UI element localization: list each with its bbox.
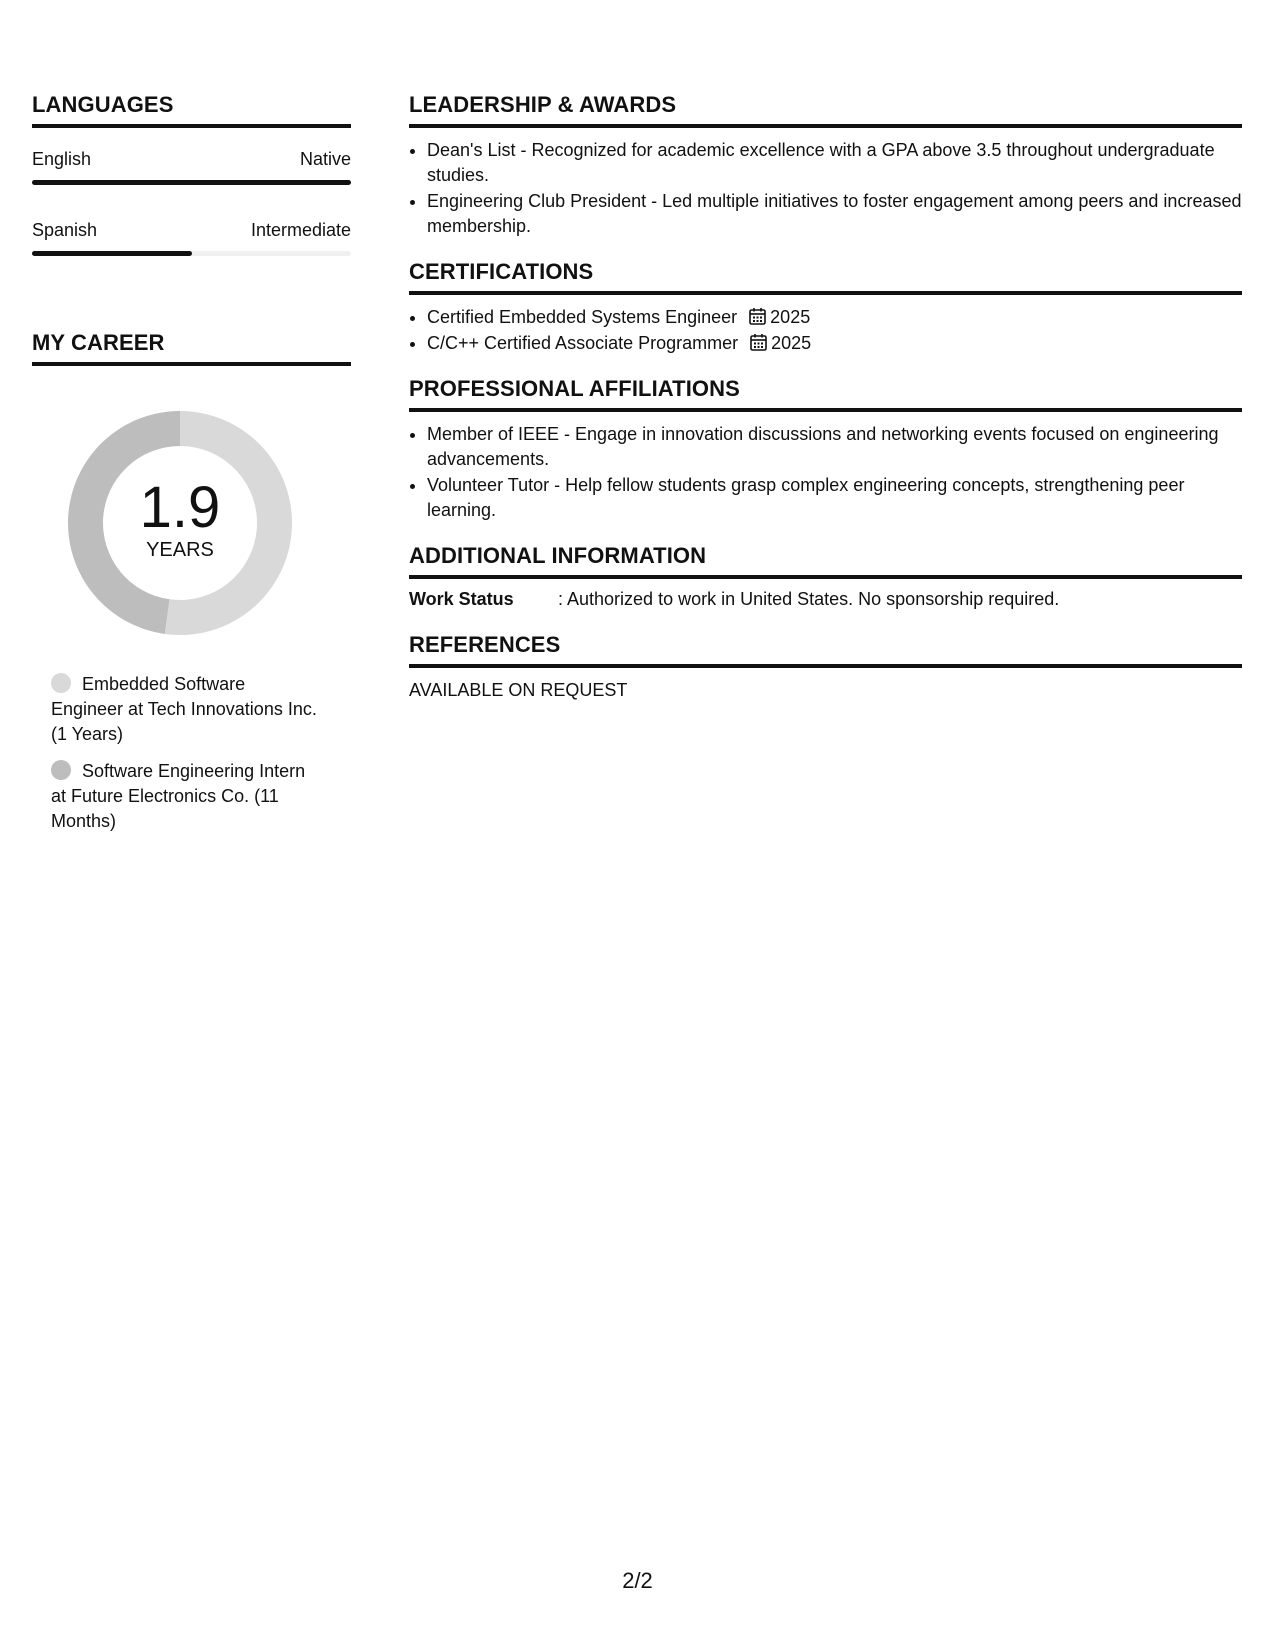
career-legend-item [51, 672, 321, 747]
legend-dot [51, 673, 71, 693]
references-section [409, 632, 1242, 703]
language-level: Intermediate [250, 220, 351, 240]
list-item: • Engineering Club President - Led multiple initiatives to foster engagement among peers and increased membership. [427, 189, 1242, 239]
languages-heading: LANGUAGES [32, 92, 351, 128]
list-item: • Volunteer Tutor - Help fellow students grasp complex engineering concepts, strengthening peer learning. [427, 473, 1242, 523]
languages-section [32, 92, 351, 256]
additional-info-section [409, 543, 1242, 612]
certification-year: 2025 [771, 333, 812, 353]
work-status-value: : Authorized to work in United States. No sponsorship required. [558, 589, 1060, 609]
page-number: 2/2 [622, 1568, 653, 1593]
career-legend-item [51, 759, 321, 834]
list-item [427, 305, 1242, 330]
career-legend-label: Software Engineering Intern at Future Electronics Co. (11 Months) [51, 761, 306, 831]
leadership-section [409, 92, 1242, 239]
career-heading: MY CAREER [32, 330, 351, 366]
work-status-label: Work Status [409, 589, 514, 609]
affiliations-list [409, 422, 1242, 523]
calendar-icon [750, 333, 767, 351]
language-item-spanish [32, 219, 351, 256]
language-item-english [32, 148, 351, 185]
certifications-list [409, 305, 1242, 356]
career-section [32, 330, 351, 834]
career-total [65, 408, 295, 638]
leadership-heading: LEADERSHIP & AWARDS [409, 92, 1242, 128]
certifications-heading: CERTIFICATIONS [409, 259, 1242, 295]
language-level: Native [299, 149, 351, 169]
language-proficiency-fill [32, 180, 351, 185]
affiliations-section [409, 376, 1242, 523]
career-total-unit: YEARS [146, 539, 214, 561]
list-item: • Member of IEEE - Engage in innovation discussions and networking events focused on engineering advancements. [427, 422, 1242, 472]
career-donut-chart [65, 408, 295, 638]
language-proficiency-fill [32, 251, 192, 256]
list-item [427, 331, 1242, 356]
career-legend [51, 672, 321, 834]
certification-name: Certified Embedded Systems Engineer [427, 307, 738, 327]
language-name: Spanish [32, 220, 98, 240]
affiliations-heading: PROFESSIONAL AFFILIATIONS [409, 376, 1242, 412]
career-legend-label: Embedded Software Engineer at Tech Innovations Inc. (1 Years) [51, 674, 317, 744]
language-name: English [32, 149, 92, 169]
sidebar-column [32, 92, 351, 846]
certifications-section [409, 259, 1242, 356]
calendar-icon [749, 307, 766, 325]
main-column [409, 92, 1242, 703]
additional-info-heading: ADDITIONAL INFORMATION [409, 543, 1242, 579]
references-text: AVAILABLE ON REQUEST [409, 680, 628, 700]
references-heading: REFERENCES [409, 632, 1242, 668]
language-proficiency-bar [32, 180, 351, 185]
leadership-list [409, 138, 1242, 239]
language-proficiency-bar [32, 251, 351, 256]
certification-name: C/C++ Certified Associate Programmer [427, 333, 739, 353]
list-item: • Dean's List - Recognized for academic excellence with a GPA above 3.5 throughout undergraduate studies. [427, 138, 1242, 188]
certification-year: 2025 [770, 307, 811, 327]
work-status-row [409, 587, 1242, 612]
legend-dot [51, 760, 71, 780]
career-total-value: 1.9 [139, 475, 221, 540]
